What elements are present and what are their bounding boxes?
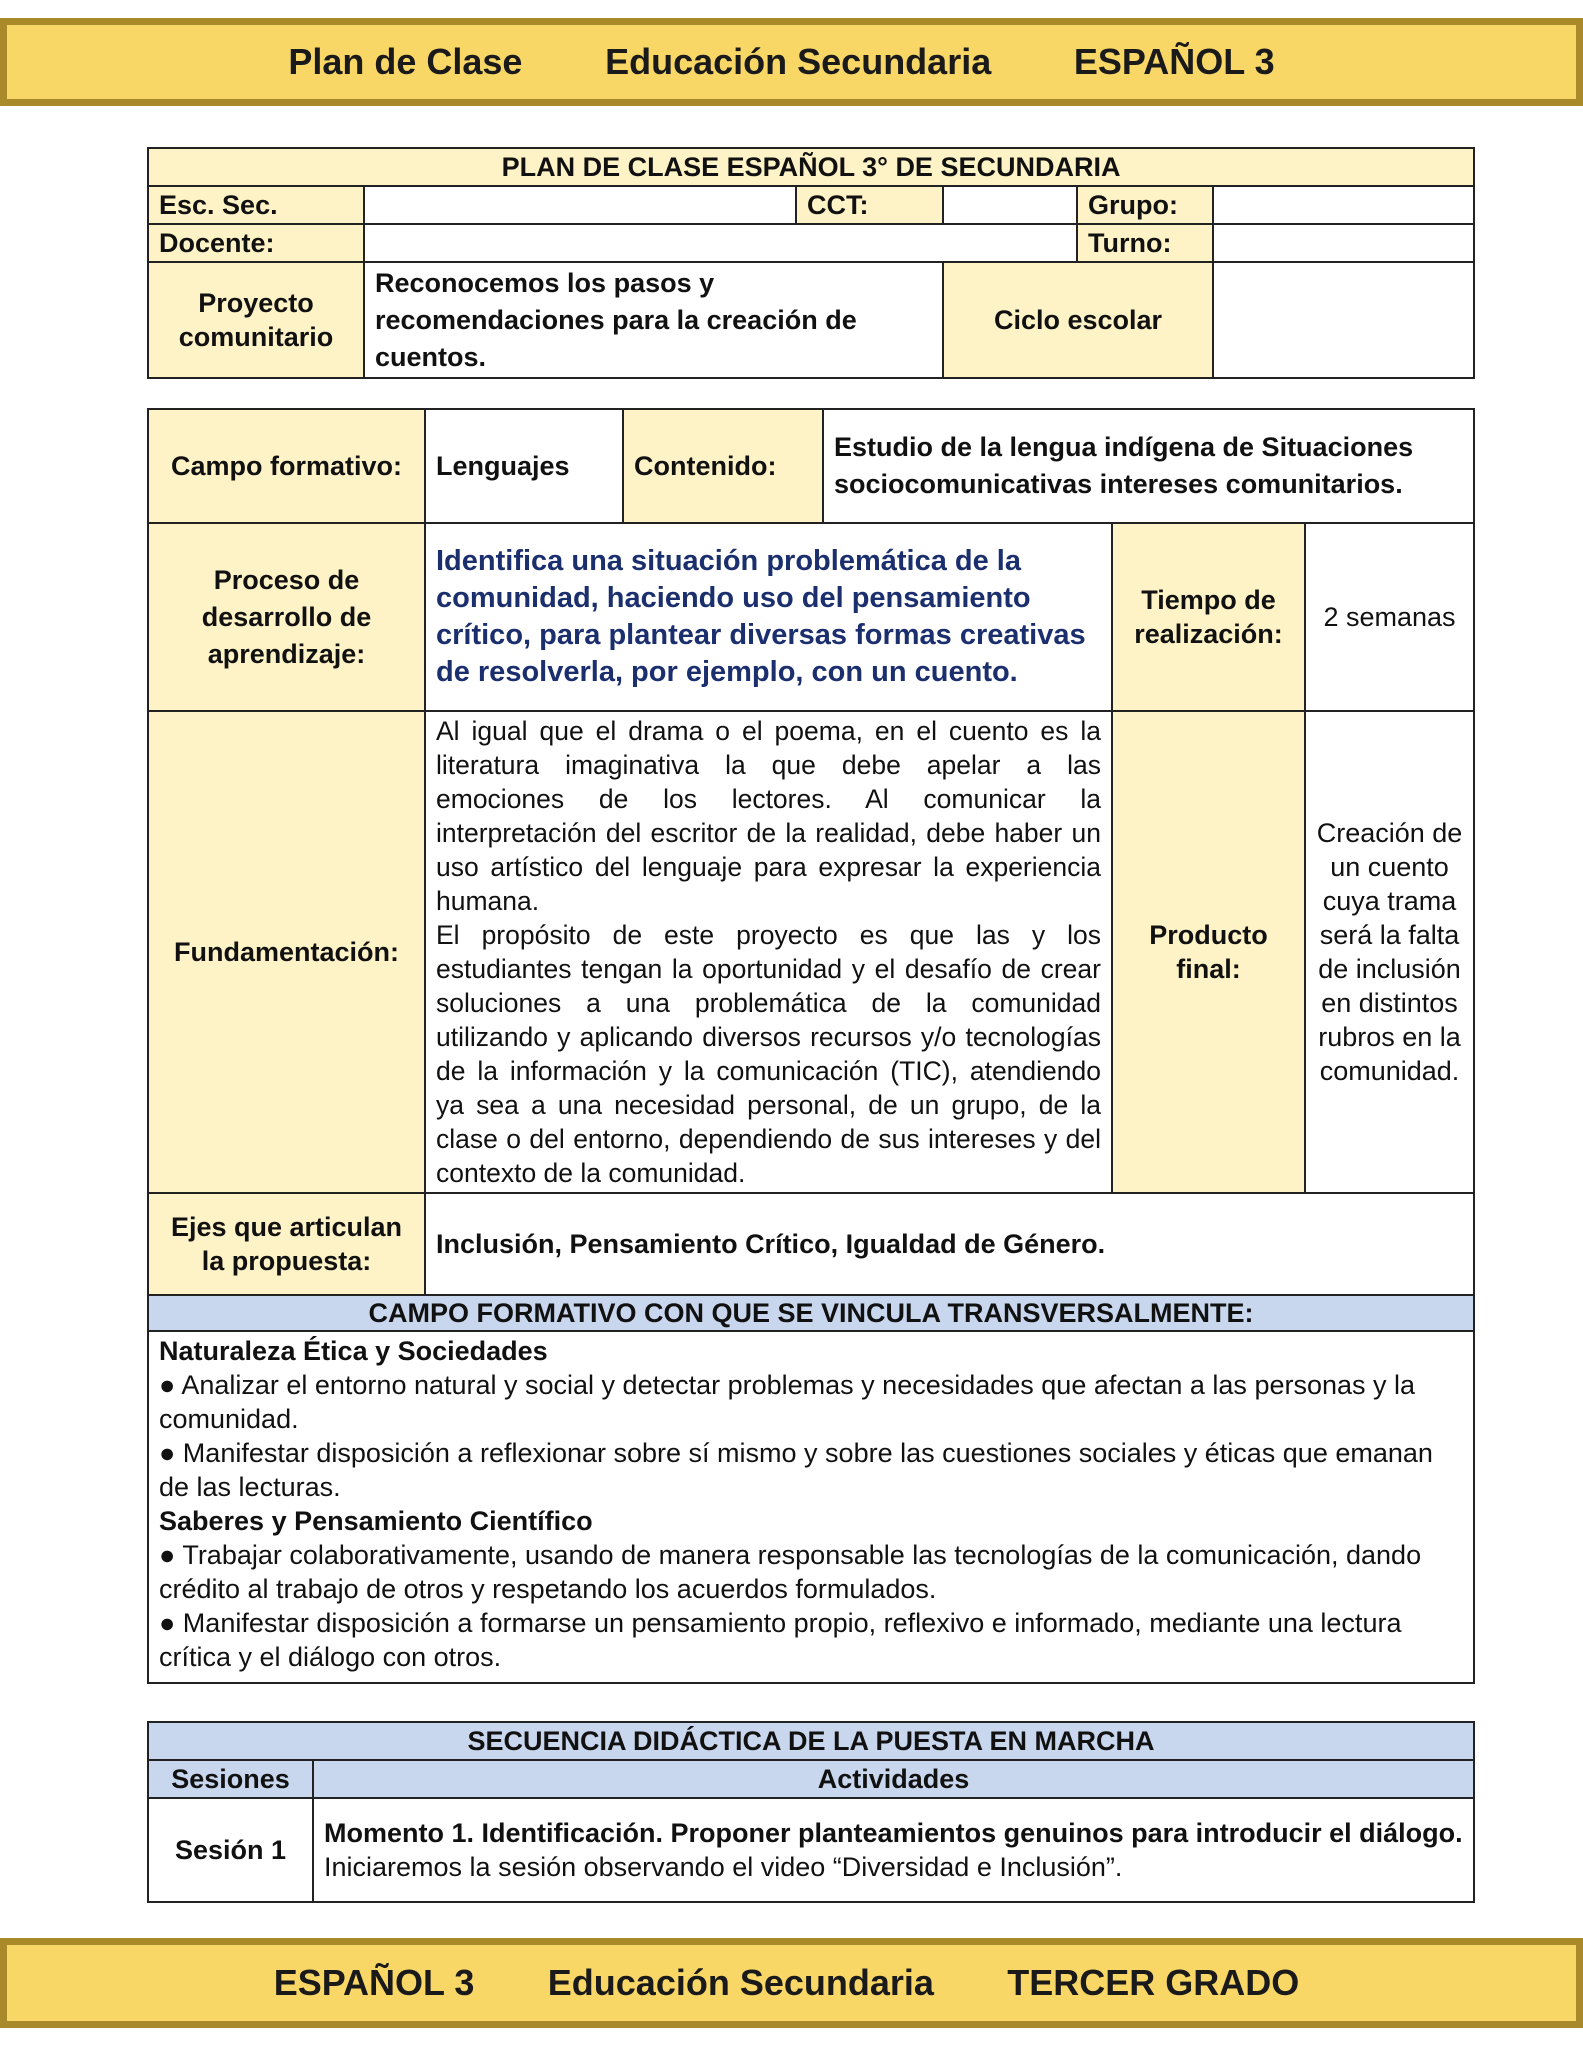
footer-center: Educación Secundaria xyxy=(547,1962,934,2003)
field2-item: ● Manifestar disposición a formarse un pensamiento propio, reflexivo e informado, mediante una lectura crítica y el diálogo con otros. xyxy=(159,1608,1402,1672)
fundamentacion-label: Fundamentación: xyxy=(148,711,425,1193)
moment-1-text: Iniciaremos la sesión observando el video “Diversidad e Inclusión”. xyxy=(324,1852,1123,1882)
turno-value xyxy=(1213,224,1474,262)
ciclo-value xyxy=(1213,262,1474,378)
cct-label: CCT: xyxy=(796,186,943,224)
footer-banner xyxy=(0,1938,1583,2028)
transversal-content xyxy=(148,1331,1474,1683)
transversal-header: CAMPO FORMATIVO CON QUE SE VINCULA TRANSVERSALMENTE: xyxy=(148,1295,1474,1331)
ejes-value: Inclusión, Pensamiento Crítico, Igualdad de Género. xyxy=(425,1193,1474,1295)
class-plan-info-table xyxy=(147,147,1475,379)
field1-item: ● Analizar el entorno natural y social y detectar problemas y necesidades que afectan a las personas y la comunidad. xyxy=(159,1370,1416,1434)
grupo-label: Grupo: xyxy=(1077,186,1213,224)
grupo-value xyxy=(1213,186,1474,224)
header-left: Plan de Clase xyxy=(288,41,523,82)
moment-1-title: Momento 1. Identificación. Proponer planteamientos genuinos para introducir el diálogo. xyxy=(324,1818,1463,1848)
proyecto-label: Proyecto comunitario xyxy=(148,262,364,378)
formative-field-table xyxy=(147,408,1475,1684)
docente-label: Docente: xyxy=(148,224,364,262)
header-banner xyxy=(0,18,1583,106)
producto-label: Producto final: xyxy=(1112,711,1305,1193)
fundamentacion-value xyxy=(425,711,1112,1193)
session-1-label: Sesión 1 xyxy=(148,1798,313,1902)
proceso-label: Proceso de desarrollo de aprendizaje: xyxy=(148,523,425,711)
contenido-label: Contenido: xyxy=(623,409,823,523)
footer-right: TERCER GRADO xyxy=(1007,1962,1300,2003)
footer-left: ESPAÑOL 3 xyxy=(273,1962,475,2003)
contenido-value: Estudio de la lengua indígena de Situaciones sociocomunicativas intereses comunitarios. xyxy=(823,409,1474,523)
esc-sec-value xyxy=(364,186,796,224)
fundamentacion-paragraph-1: Al igual que el drama o el poema, en el cuento es la literatura imaginativa la que debe apelar a las emociones de los lectores. Al comunicar la interpretación del escritor de la realidad, debe haber un uso artístico del lenguaje para expresar la experiencia humana. xyxy=(436,716,1101,916)
tiempo-value: 2 semanas xyxy=(1305,523,1474,711)
docente-value xyxy=(364,224,1077,262)
field1-title: Naturaleza Ética y Sociedades xyxy=(159,1336,548,1366)
activities-header: Actividades xyxy=(313,1760,1474,1798)
session-1-activities xyxy=(313,1798,1474,1902)
campo-value: Lenguajes xyxy=(425,409,623,523)
tiempo-label: Tiempo de realización: xyxy=(1112,523,1305,711)
producto-value: Creación de un cuento cuya trama será la falta de inclusión en distintos rubros en la comunidad. xyxy=(1305,711,1474,1193)
campo-label: Campo formativo: xyxy=(148,409,425,523)
esc-sec-label: Esc. Sec. xyxy=(148,186,364,224)
didactic-sequence-table xyxy=(147,1721,1475,1903)
field2-title: Saberes y Pensamiento Científico xyxy=(159,1506,593,1536)
field2-item: ● Trabajar colaborativamente, usando de manera responsable las tecnologías de la comunicación, dando crédito al trabajo de otros y respetando los acuerdos formulados. xyxy=(159,1540,1422,1604)
cct-value xyxy=(943,186,1077,224)
field1-item: ● Manifestar disposición a reflexionar sobre sí mismo y sobre las cuestiones sociales y éticas que emanan de las lecturas. xyxy=(159,1438,1433,1502)
ejes-label: Ejes que articulan la propuesta: xyxy=(148,1193,425,1295)
header-right: ESPAÑOL 3 xyxy=(1073,41,1275,82)
plan-title: PLAN DE CLASE ESPAÑOL 3° DE SECUNDARIA xyxy=(148,148,1474,186)
sequence-title: SECUENCIA DIDÁCTICA DE LA PUESTA EN MARCHA xyxy=(148,1722,1474,1760)
proceso-value: Identifica una situación problemática de la comunidad, haciendo uso del pensamiento crítico, para plantear diversas formas creativas de resolverla, por ejemplo, con un cuento. xyxy=(425,523,1112,711)
sessions-header: Sesiones xyxy=(148,1760,313,1798)
header-center: Educación Secundaria xyxy=(605,41,992,82)
proyecto-value: Reconocemos los pasos y recomendaciones para la creación de cuentos. xyxy=(364,262,943,378)
ciclo-label: Ciclo escolar xyxy=(943,262,1213,378)
turno-label: Turno: xyxy=(1077,224,1213,262)
fundamentacion-paragraph-2: El propósito de este proyecto es que las y los estudiantes tengan la oportunidad y el desafío de crear soluciones a una problemática de la comunidad utilizando y aplicando diversos recursos y/o tecnologías de la información y la comunicación (TIC), atendiendo ya sea a una necesidad personal, de un grupo, de la clase o del entorno, dependiendo de sus intereses y del contexto de la comunidad. xyxy=(436,920,1101,1188)
